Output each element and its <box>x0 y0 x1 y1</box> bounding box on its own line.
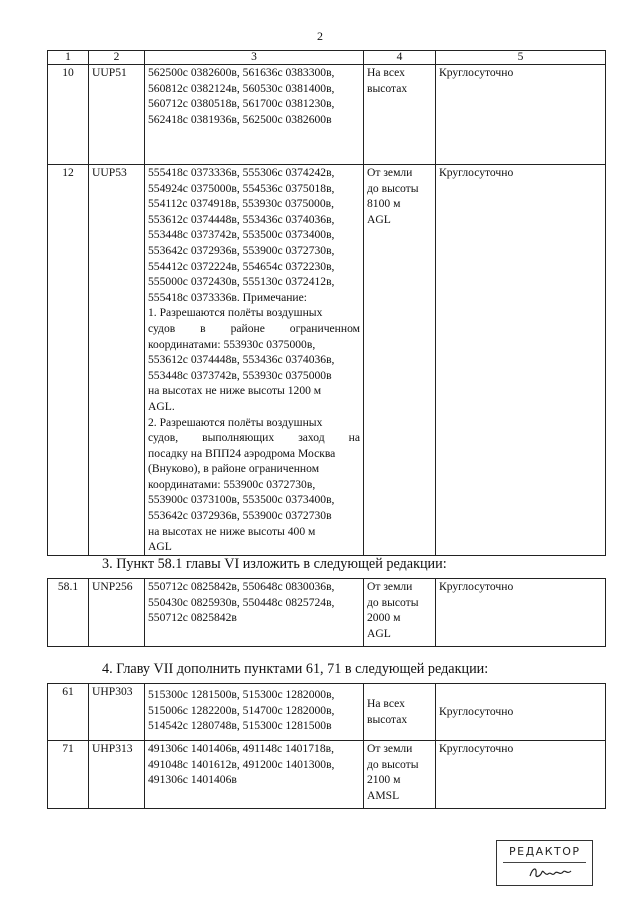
coordinates-cell: 562500с 0382600в, 561636с 0383300в, 560812с 0382124в, 560530с 0381400в, 560712с 0380518в, 561700с 0381230в, 562418с 0381936в, 562500с 0382600в <box>145 65 364 165</box>
item-number: 12 <box>48 165 89 556</box>
item-number: 61 <box>48 684 89 741</box>
zone-code: UUP51 <box>89 65 145 165</box>
header-cell: 3 <box>145 51 364 65</box>
altitude-cell: От земли до высоты 2000 м AGL <box>364 579 436 647</box>
airspace-table-1 <box>47 50 606 556</box>
time-cell: Круглосуточно <box>436 579 606 647</box>
zone-code: UHP303 <box>89 684 145 741</box>
section-heading-4: 4. Главу VII дополнить пунктами 61, 71 в следующей редакции: <box>102 661 489 677</box>
altitude-cell: На всех высотах <box>364 65 436 165</box>
table-row <box>48 65 606 165</box>
header-cell: 5 <box>436 51 606 65</box>
table-header-row <box>48 51 606 65</box>
airspace-table-2 <box>47 578 606 647</box>
altitude-cell: От земли до высоты 2100 м AMSL <box>364 741 436 809</box>
table-row <box>48 165 606 556</box>
table-row <box>48 684 606 741</box>
stamp-label: РЕДАКТОР <box>509 845 581 858</box>
altitude-cell: От земли до высоты 8100 м AGL <box>364 165 436 556</box>
zone-code: UNP256 <box>89 579 145 647</box>
time-cell: Круглосуточно <box>436 65 606 165</box>
editor-signature <box>527 863 577 881</box>
zone-code: UHP313 <box>89 741 145 809</box>
table-row <box>48 741 606 809</box>
time-cell: Круглосуточно <box>436 684 606 741</box>
coordinates-cell: 515300с 1281500в, 515300с 1282000в, 515006с 1282200в, 514700с 1282000в, 514542с 1280748в, 515300с 1281500в <box>145 684 364 741</box>
airspace-table-3 <box>47 683 606 809</box>
header-cell: 4 <box>364 51 436 65</box>
section-heading-3: 3. Пункт 58.1 главы VI изложить в следующей редакции: <box>102 556 447 572</box>
item-number: 58.1 <box>48 579 89 647</box>
page-number: 2 <box>317 29 323 43</box>
coordinates-cell: 491306с 1401406в, 491148с 1401718в, 491048с 1401612в, 491200с 1401300в, 491306с 1401406в <box>145 741 364 809</box>
item-number: 71 <box>48 741 89 809</box>
header-cell: 1 <box>48 51 89 65</box>
altitude-cell: На всех высотах <box>364 684 436 741</box>
table-row <box>48 579 606 647</box>
editor-stamp <box>496 840 593 886</box>
time-cell: Круглосуточно <box>436 741 606 809</box>
time-cell: Круглосуточно <box>436 165 606 556</box>
zone-code: UUP53 <box>89 165 145 556</box>
header-cell: 2 <box>89 51 145 65</box>
coordinates-cell: 555418с 0373336в, 555306с 0374242в, 554924с 0375000в, 554536с 0375018в, 554112с 0374918в, 553930с 0375000в, 553612с 0374448в, 553436с 0374036в, 553448с 0373742в, 553500с 0373400в, 553642с 0372936в, 553900с 0372730в, 554412с 0372224в, 554654с 0372230в, 555000с 0372430в, 555130с 0372412в, 555418с 0373336в. Примечание: 1. Разрешаются полёты воздушных судов в районе ограниченном координатами: 553930с 0375000в, 553612с 0374448в, 553436с 0374036в, 553448с 0373742в, 553930с 0375000в на высотах не ниже высоты 1200 м AGL. 2. Разрешаются полёты воздушных судов, выполняющих заход на посадку на ВПП24 аэродрома Москва (Внуково), в районе ограниченном координатами: 553900с 0372730в, 553900с 0373100в, 553500с 0373400в, 553642с 0372936в, 553900с 0372730в на высотах не ниже высоты 400 м AGL <box>145 165 364 556</box>
coordinates-cell: 550712с 0825842в, 550648с 0830036в, 550430с 0825930в, 550448с 0825724в, 550712с 0825842в <box>145 579 364 647</box>
item-number: 10 <box>48 65 89 165</box>
